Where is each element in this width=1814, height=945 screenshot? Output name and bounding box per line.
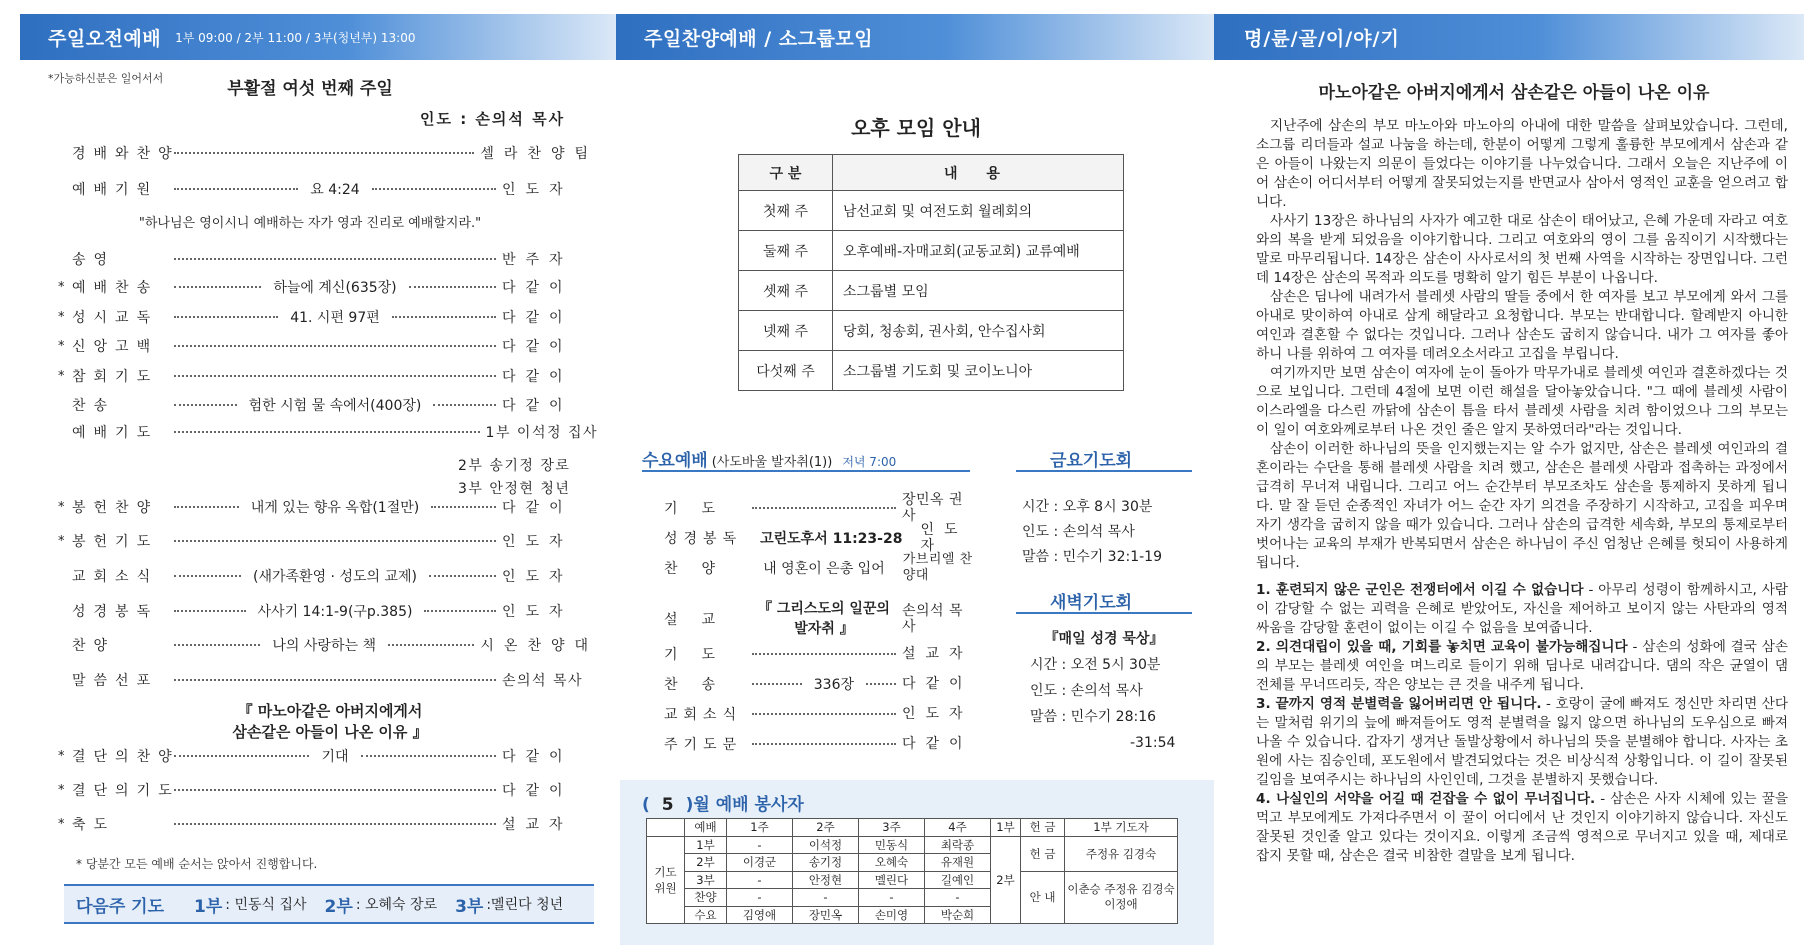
story-header-title: 명/륜/골/이/야/기 bbox=[1244, 27, 1400, 50]
story-point bbox=[1256, 790, 1788, 866]
story-paragraph: 사사기 13장은 하나님의 사자가 예고한 대로 삼손이 태어났고, 은혜 가운데 자라고 여호와의 복을 받게 되었음을 이야기합니다. 그리고 여호와의 영이 그를 움직이기 시작했다는 말로 마무리됩니다. 14장은 삼손이 사사로서의 첫 번째 사역을 시작하는 장면입니다. 그런데 14장은 삼손의 목적과 의도를 명확히 알기 힘든 부분이 나옵니다. bbox=[1256, 213, 1788, 286]
meeting-table-head bbox=[739, 155, 1124, 191]
story-point bbox=[1256, 695, 1788, 790]
worship-order-row bbox=[58, 779, 598, 801]
worship-order-row bbox=[58, 421, 598, 443]
story-body bbox=[1256, 117, 1788, 866]
story-point-head: 1. 훈련되지 않은 군인은 전쟁터에서 이길 수 없습니다 bbox=[1256, 582, 1584, 598]
worship-order-row bbox=[58, 394, 598, 416]
stand-marker: * bbox=[58, 782, 65, 798]
dawn-info bbox=[1030, 652, 1175, 756]
next-prayer-part2-name: : 오혜숙 장로 bbox=[355, 897, 438, 913]
next-prayer-part2-label: 2부 bbox=[324, 896, 353, 917]
seat-note: * 당분간 모든 예배 순서는 앉아서 진행합니다. bbox=[76, 857, 318, 871]
order-detail: 하늘에 계신(635장) bbox=[273, 280, 397, 296]
order-person: 인도자 bbox=[502, 569, 573, 585]
meeting-title: 오후 모임 안내 bbox=[851, 116, 981, 140]
worship-order-row bbox=[58, 600, 598, 622]
wed-order-row bbox=[664, 492, 974, 524]
servants-row bbox=[647, 836, 1178, 854]
meeting-content: 소그룹별 기도회 및 코이노니아 bbox=[833, 351, 1124, 391]
servants-part2: 2부 bbox=[991, 836, 1021, 924]
sermon-title-line1: 『 마노아같은 아버지에게서 bbox=[237, 702, 423, 720]
servants-head-row bbox=[647, 819, 1178, 837]
story-point-body: - 삼손의 성화에 결국 삼손의 부모는 블레셋 여인을 며느리로 들이기 위해 딤나로 내려갑니다. 댐의 작은 균열이 댐 전체를 무너뜨리듯, 작은 양보는 큰 것을 내주게 됩니다. bbox=[1256, 639, 1789, 693]
story-point-head: 2. 의견대립이 있을 때, 기회를 놓치면 교육이 불가능해집니다 bbox=[1256, 639, 1628, 655]
leader-dots bbox=[372, 188, 496, 190]
dawn-sub: 『매일 성경 묵상』 bbox=[1044, 631, 1164, 647]
order-label: 결단의찬양 bbox=[72, 749, 180, 765]
story-point-body: - 호랑이 굴에 빠져도 정신만 차리면 산다는 말처럼 위기의 늪에 빠져들어도 영적 분별력을 잃지 않으면 하나님의 도우심으로 빠져나올 수 있습니다. 갑자기 생겨난 돌발상황에서 하나님의 뜻을 분별해야 합니다. 사자는 초원에 사는 짐승인데, 포도원에서 발견되었다는 것은 비상식적 상황입니다. 이 길이 잘못된 길임을 보여주시는 하나님의 사인인데, 그것을 분별하지 못했습니다. bbox=[1256, 696, 1788, 788]
wed-label: 찬양 bbox=[664, 561, 740, 577]
afternoon-worship-title: 주일찬양예배 / 소그룹모임 bbox=[644, 27, 874, 50]
meeting-content: 소그룹별 모임 bbox=[833, 271, 1124, 311]
leader-dots bbox=[431, 506, 496, 508]
leader-dots bbox=[174, 404, 237, 406]
meeting-row bbox=[739, 311, 1124, 351]
stand-marker: * bbox=[58, 368, 65, 384]
servants-head-w1: 1주 bbox=[727, 819, 793, 837]
servants-cell: - bbox=[859, 889, 925, 907]
servants-head-prayer: 1부 기도자 bbox=[1065, 819, 1178, 837]
wed-label: 교회소식 bbox=[664, 707, 743, 723]
worship-order-row bbox=[58, 565, 598, 587]
order-label: 찬송 bbox=[72, 398, 116, 414]
story-point bbox=[1256, 581, 1788, 638]
invocation-quote: "하나님은 영이시니 예배하는 자가 영과 진리로 예배할지라." bbox=[138, 216, 482, 231]
servants-cell: 길예인 bbox=[925, 871, 991, 889]
dawn-title: 새벽기도회 bbox=[1049, 593, 1133, 613]
dawn-time: 시간 : 오전 5시 30분 bbox=[1030, 657, 1161, 673]
stand-marker: * bbox=[58, 499, 65, 515]
order-label: 말씀선포 bbox=[72, 673, 159, 689]
worship-order-row bbox=[58, 365, 598, 387]
stand-marker: * bbox=[58, 309, 65, 325]
order-label: 경배와찬양 bbox=[72, 146, 180, 162]
dawn-scripture-end: -31:54 bbox=[1130, 735, 1176, 751]
order-label: 성경봉독 bbox=[72, 604, 159, 620]
order-detail: 41. 시편 97편 bbox=[290, 310, 380, 326]
wed-title: 수요예배 bbox=[642, 451, 708, 471]
leader-dots bbox=[174, 345, 496, 347]
worship-leader: 인도 : 손의석 목사 bbox=[420, 110, 566, 128]
worship-order-row bbox=[58, 142, 598, 164]
wed-detail: 고린도후서 11:23-28 bbox=[760, 531, 903, 547]
story-point-body: - 아무리 성령이 함께하시고, 사람이 감당할 수 없는 괴력을 은혜로 받았어도, 자신을 제어하고 보이지 않는 사탄과의 영적 싸움을 감당할 훈련이 없이는 이길 수 없음을 보여줍니다. bbox=[1256, 582, 1788, 636]
meeting-week: 셋째 주 bbox=[739, 271, 833, 311]
order-label: 예배기도 bbox=[72, 425, 159, 441]
wed-person: 다같이 bbox=[902, 676, 973, 692]
order-detail: 내게 있는 향유 옥합(1절만) bbox=[250, 500, 420, 516]
afternoon-worship-header bbox=[616, 14, 1214, 60]
leader-dots bbox=[174, 610, 246, 612]
order-person: 셀라찬양팀 bbox=[480, 146, 598, 162]
morning-worship-header bbox=[20, 14, 616, 60]
servants-guide: 이춘승 주정유 김경숙 이정애 bbox=[1065, 871, 1178, 924]
leader-dots bbox=[752, 507, 896, 509]
leader-dots bbox=[174, 286, 261, 288]
servants-cell: 박순희 bbox=[925, 906, 991, 924]
servants-cell: - bbox=[727, 871, 793, 889]
leader-dots bbox=[866, 683, 896, 685]
servants-row bbox=[647, 871, 1178, 889]
leader-dots bbox=[429, 575, 496, 577]
next-prayer-part3-name: :멜린다 청년 bbox=[486, 897, 564, 913]
servants-cell: 유재원 bbox=[925, 854, 991, 872]
dawn-scripture: 말씀 : 민수기 28:16 bbox=[1030, 709, 1157, 725]
leader-dots bbox=[752, 743, 896, 745]
servants-table bbox=[646, 818, 1178, 924]
servants-head-part1: 1부 bbox=[991, 819, 1021, 837]
afternoon-worship-panel bbox=[616, 0, 1214, 945]
order-label: 찬양 bbox=[72, 638, 116, 654]
order-person: 다같이 bbox=[502, 339, 573, 355]
story-point-head: 4. 나실인의 서약을 어길 때 걷잡을 수 없이 무너집니다. bbox=[1256, 791, 1596, 807]
story-point-head: 3. 끝까지 영적 분별력을 잃어버리면 안 됩니다. bbox=[1256, 696, 1542, 712]
worship-order-row bbox=[58, 669, 598, 691]
worship-order-row bbox=[58, 530, 598, 552]
stand-marker: * bbox=[58, 279, 65, 295]
order-person: 인도자 bbox=[502, 182, 573, 198]
meeting-head-category: 구 분 bbox=[739, 155, 833, 191]
next-prayer-part3-label: 3부 bbox=[455, 896, 484, 917]
prayer-part3: 3부 안정현 청년 bbox=[458, 481, 571, 497]
wed-order-row bbox=[664, 597, 974, 641]
next-prayer-title: 다음주 기도 bbox=[76, 896, 165, 917]
order-label: 송영 bbox=[72, 252, 116, 268]
wednesday-header bbox=[642, 446, 896, 471]
servants-offering: 주정유 김경숙 bbox=[1065, 836, 1178, 871]
wed-person: 인도자 bbox=[902, 706, 973, 722]
servants-cell: 이석정 bbox=[793, 836, 859, 854]
order-person: 다같이 bbox=[502, 398, 573, 414]
worship-order-row bbox=[58, 745, 598, 767]
meeting-head-content: 내 용 bbox=[833, 155, 1124, 191]
leader-dots bbox=[174, 431, 480, 433]
servants-month: 5 bbox=[661, 795, 674, 815]
servants-header bbox=[642, 790, 804, 815]
morning-worship-panel bbox=[0, 0, 616, 945]
order-person: 설교자 bbox=[502, 817, 573, 833]
servants-box bbox=[620, 780, 1214, 945]
servants-cell: 민동식 bbox=[859, 836, 925, 854]
meeting-content: 당회, 청송회, 권사회, 안수집사회 bbox=[833, 311, 1124, 351]
wed-label: 주기도문 bbox=[664, 737, 743, 753]
wed-label: 성경봉독 bbox=[664, 531, 743, 547]
dawn-rule bbox=[1016, 612, 1192, 614]
meeting-row bbox=[739, 231, 1124, 271]
wed-order-row bbox=[664, 733, 974, 755]
friday-title: 금요기도회 bbox=[1049, 451, 1133, 471]
story-gap bbox=[1256, 573, 1788, 581]
story-paragraph: 삼손이 이러한 하나님의 뜻을 인지했는지는 알 수가 없지만, 삼손은 블레셋 여인과의 결혼이라는 수단을 통해 블레셋 사람을 치려 했고, 삼손은 블레셋 사람과 접촉하는 과정에서 급격히 무너져 내립니다. 그리고 어느 순간부터 부모조차도 삼손을 통제하지 못하게 됩니다. 말 잘 듣던 순종적인 자녀가 어느 순간 자기 의견을 주장하기 시작하고, 고집을 피우며 자기 생각을 굽히지 않을 때가 있습니다. 그러나 삼손의 급격한 세속화, 부모의 통제로부터 벗어나는 교육의 부재가 반복되면서 삼손은 하나님이 주신 엄청난 은혜를 헛되이 사용하게 됩니다. bbox=[1256, 441, 1788, 571]
sermon-title-line2: 삼손같은 아들이 나온 이유 』 bbox=[232, 723, 428, 741]
worship-order-row bbox=[58, 813, 598, 835]
stand-marker: * bbox=[58, 338, 65, 354]
wed-person: 장민옥 권사 bbox=[902, 492, 964, 524]
servants-cell: 3부 bbox=[685, 871, 727, 889]
worship-order-row bbox=[58, 248, 598, 270]
leader-dots bbox=[388, 644, 474, 646]
meeting-week: 첫째 주 bbox=[739, 191, 833, 231]
next-prayer-part1-name: : 민동식 집사 bbox=[225, 897, 307, 913]
story-point-body: - 삼손은 사자 시체에 있는 꿀을 먹고 부모에게도 가져다주면서 이 꿀이 어디에서 난 것인지 이야기하지 않습니다. 자신도 잘못된 것인줄 알고 있다는 것이지요. 이렇게 조금씩 영적으로 무너지고 있을 때, 제대로 잡지 못할 때, 삼손은 결국 비참한 결말을 보게 됩니다. bbox=[1256, 791, 1788, 864]
leader-dots bbox=[174, 755, 309, 757]
order-person: 다같이 bbox=[502, 783, 573, 799]
wed-detail: 내 영혼이 은총 입어 bbox=[763, 561, 885, 577]
stand-note: *가능하신분은 일어서서 bbox=[48, 72, 164, 85]
wed-rule bbox=[642, 470, 970, 472]
wed-person: 손의석 목사 bbox=[902, 603, 964, 635]
meeting-row bbox=[739, 351, 1124, 391]
friday-scripture: 말씀 : 민수기 32:1-19 bbox=[1022, 549, 1162, 565]
order-person: 손의석 목사 bbox=[502, 673, 584, 689]
servants-head-w3: 3주 bbox=[859, 819, 925, 837]
leader-dots bbox=[174, 375, 496, 377]
order-person: 1부 이석정 집사 bbox=[485, 425, 598, 441]
servants-cell: 김영애 bbox=[727, 906, 793, 924]
stand-marker: * bbox=[58, 533, 65, 549]
worship-order-row bbox=[58, 276, 598, 298]
story-header bbox=[1214, 14, 1804, 60]
order-person: 다같이 bbox=[502, 369, 573, 385]
servants-title: )월 예배 봉사자 bbox=[685, 795, 804, 815]
stand-marker: * bbox=[58, 816, 65, 832]
order-person: 다같이 bbox=[502, 280, 573, 296]
leader-dots bbox=[174, 258, 496, 260]
leader-dots bbox=[361, 755, 496, 757]
leader-dots bbox=[174, 316, 278, 318]
leader-dots bbox=[392, 316, 496, 318]
leader-dots bbox=[174, 540, 496, 542]
meeting-row bbox=[739, 191, 1124, 231]
meeting-table bbox=[738, 154, 1124, 391]
wed-order-row bbox=[664, 703, 974, 725]
servants-head-offering: 헌 금 bbox=[1021, 819, 1065, 837]
servants-group: 기도 위원 bbox=[647, 836, 685, 924]
meeting-week: 넷째 주 bbox=[739, 311, 833, 351]
worship-order-row bbox=[58, 306, 598, 328]
wed-person: 다같이 bbox=[902, 736, 973, 752]
friday-leader: 인도 : 손의석 목사 bbox=[1022, 524, 1135, 540]
order-detail: 기대 bbox=[321, 749, 349, 765]
story-title: 마노아같은 아버지에게서 삼손같은 아들이 나온 이유 bbox=[1318, 83, 1710, 103]
order-person: 인도자 bbox=[502, 604, 573, 620]
servants-cell: 2부 bbox=[685, 854, 727, 872]
servants-cell: 1부 bbox=[685, 836, 727, 854]
order-person: 시온찬양대 bbox=[480, 638, 599, 654]
wed-label: 찬송 bbox=[664, 677, 740, 693]
wed-time: 저녁 7:00 bbox=[842, 455, 897, 469]
wed-sermon-title: 『 그리스도의 일꾼의 발자취 』 bbox=[758, 601, 890, 637]
sunday-title: 부활절 여섯 번째 주일 bbox=[227, 79, 393, 99]
wed-person: 인도자 bbox=[920, 522, 968, 554]
leader-dots bbox=[174, 789, 496, 791]
worship-order-row bbox=[58, 178, 598, 200]
order-label: 예배기원 bbox=[72, 182, 159, 198]
order-person: 다같이 bbox=[502, 310, 573, 326]
story-panel bbox=[1214, 0, 1814, 945]
order-person: 다같이 bbox=[502, 749, 573, 765]
wed-order-row bbox=[664, 643, 974, 665]
order-detail: 요 4:24 bbox=[310, 182, 360, 198]
leader-dots bbox=[174, 575, 241, 577]
morning-worship-title: 주일오전예배 bbox=[48, 27, 162, 50]
servants-cell: 이경군 bbox=[727, 854, 793, 872]
friday-info bbox=[1022, 495, 1162, 570]
wed-order-row bbox=[664, 522, 974, 554]
servants-cell: - bbox=[727, 889, 793, 907]
friday-time: 시간 : 오후 8시 30분 bbox=[1022, 499, 1153, 515]
next-prayer-part1-label: 1부 bbox=[194, 896, 223, 917]
wed-label: 기도 bbox=[664, 501, 740, 517]
servants-cell: 오혜숙 bbox=[859, 854, 925, 872]
morning-worship-times: 1부 09:00 / 2부 11:00 / 3부(청년부) 13:00 bbox=[175, 30, 416, 45]
leader-dots bbox=[433, 404, 496, 406]
leader-dots bbox=[174, 188, 298, 190]
order-person: 인도자 bbox=[502, 534, 573, 550]
servants-guide-label: 안 내 bbox=[1021, 871, 1065, 924]
wed-order-row bbox=[664, 552, 974, 583]
order-detail: 사사기 14:1-9(구p.385) bbox=[257, 604, 413, 620]
wed-detail: 336장 bbox=[813, 677, 854, 693]
servants-head-w2: 2주 bbox=[793, 819, 859, 837]
servants-prefix: ( bbox=[642, 795, 650, 815]
order-label: 봉헌기도 bbox=[72, 534, 159, 550]
meeting-row bbox=[739, 271, 1124, 311]
order-label: 신앙고백 bbox=[72, 339, 159, 355]
servants-head-worship: 예배 bbox=[685, 819, 727, 837]
order-label: 예배찬송 bbox=[72, 280, 159, 296]
leader-dots bbox=[752, 713, 896, 715]
story-paragraph: 삼손은 딤나에 내려가서 블레셋 사람의 딸들 중에서 한 여자를 보고 부모에게 와서 그를 아내로 맞이하여 아내로 삼게 해달라고 요청합니다. 부모는 반대합니다. 할례받지 아니한 여인과 결혼할 수 없다는 것입니다. 그러나 삼손도 굽히지 않습니다. 내가 그 여자를 좋아하니 나를 위하여 그 여자를 데려오소서라고 고집을 부립니다. bbox=[1256, 289, 1788, 362]
prayer-part2: 2부 송기정 장로 bbox=[458, 458, 571, 474]
story-paragraph: 여기까지만 보면 삼손이 여자에 눈이 돌아가 막무가내로 블레셋 여인과 결혼하겠다는 것으로 보입니다. 그런데 4절에 보면 이런 해설을 달아놓았습니다. "그 때에 블레셋 사람이 이스라엘을 다스린 까닭에 삼손이 틈을 타서 블레셋 사람을 치려 함이었으나 그의 부모는 이 일이 여호와께로부터 나온 것인 줄은 알지 못하였더라"라는 것입니다. bbox=[1256, 365, 1788, 438]
order-detail: 나의 사랑하는 책 bbox=[272, 638, 376, 654]
servants-cell: 송기정 bbox=[793, 854, 859, 872]
worship-order-row bbox=[58, 634, 598, 656]
wed-person: 가브리엘 찬양대 bbox=[902, 552, 973, 583]
worship-order-row bbox=[58, 335, 598, 357]
wed-person: 설교자 bbox=[902, 646, 973, 662]
order-person: 다같이 bbox=[502, 500, 573, 516]
wed-order-row bbox=[664, 673, 974, 695]
order-label: 참회기도 bbox=[72, 369, 159, 385]
servants-cell: - bbox=[793, 889, 859, 907]
order-label: 교회소식 bbox=[72, 569, 159, 585]
meeting-content: 남선교회 및 여전도회 월례회의 bbox=[833, 191, 1124, 231]
servants-cell: 찬양 bbox=[685, 889, 727, 907]
wed-sub: (사도바울 발자취(1)) bbox=[711, 455, 833, 470]
leader-dots bbox=[424, 610, 496, 612]
leader-dots bbox=[174, 152, 474, 154]
servants-cell: 안정현 bbox=[793, 871, 859, 889]
servants-cell: 최락종 bbox=[925, 836, 991, 854]
worship-order-row bbox=[58, 496, 598, 518]
stand-marker: * bbox=[58, 748, 65, 764]
servants-cell: - bbox=[727, 836, 793, 854]
leader-dots bbox=[174, 679, 496, 681]
wed-label: 기도 bbox=[664, 647, 740, 663]
servants-cell: - bbox=[925, 889, 991, 907]
leader-dots bbox=[174, 823, 496, 825]
order-detail: 험한 시험 물 속에서(400장) bbox=[248, 398, 422, 414]
story-point bbox=[1256, 638, 1788, 695]
meeting-week: 둘째 주 bbox=[739, 231, 833, 271]
leader-dots bbox=[409, 286, 496, 288]
story-paragraph: 지난주에 삼손의 부모 마노아와 마노아의 아내에 대한 말씀을 살펴보았습니다. 그런데, 소그룹 리더들과 설교 나눔을 하는데, 한분이 어떻게 그렇게 훌륭한 부모에게서 삼손과 같은 아들이 나왔는지 의문이 들었다는 이야기를 나누었습니다. 그래서 오늘은 지난주에 이어 삼손이 어디서부터 어떻게 잘못되었는지를 반면교사 삼아서 영적인 교훈을 얻으려고 합니다. bbox=[1256, 118, 1788, 210]
next-week-prayer-bar bbox=[64, 884, 594, 924]
servants-cell: 장민옥 bbox=[793, 906, 859, 924]
friday-rule bbox=[1016, 470, 1192, 472]
order-person: 반주자 bbox=[502, 252, 573, 268]
servants-offering-label: 헌 금 bbox=[1021, 836, 1065, 871]
leader-dots bbox=[752, 683, 802, 685]
servants-cell: 수요 bbox=[685, 906, 727, 924]
leader-dots bbox=[174, 644, 260, 646]
leader-dots bbox=[752, 653, 896, 655]
servants-cell: 손미영 bbox=[859, 906, 925, 924]
order-label: 축도 bbox=[72, 817, 116, 833]
order-detail: (새가족환영 · 성도의 교제) bbox=[253, 569, 417, 585]
dawn-leader: 인도 : 손의석 목사 bbox=[1030, 683, 1143, 699]
meeting-week: 다섯째 주 bbox=[739, 351, 833, 391]
wed-label: 설교 bbox=[664, 612, 740, 628]
leader-dots bbox=[174, 506, 239, 508]
order-label: 결단의기도 bbox=[72, 783, 180, 799]
order-label: 봉헌찬양 bbox=[72, 500, 159, 516]
servants-cell: 멜린다 bbox=[859, 871, 925, 889]
servants-head-w4: 4주 bbox=[925, 819, 991, 837]
meeting-content: 오후예배-자매교회(교동교회) 교류예배 bbox=[833, 231, 1124, 271]
order-label: 성시교독 bbox=[72, 310, 159, 326]
